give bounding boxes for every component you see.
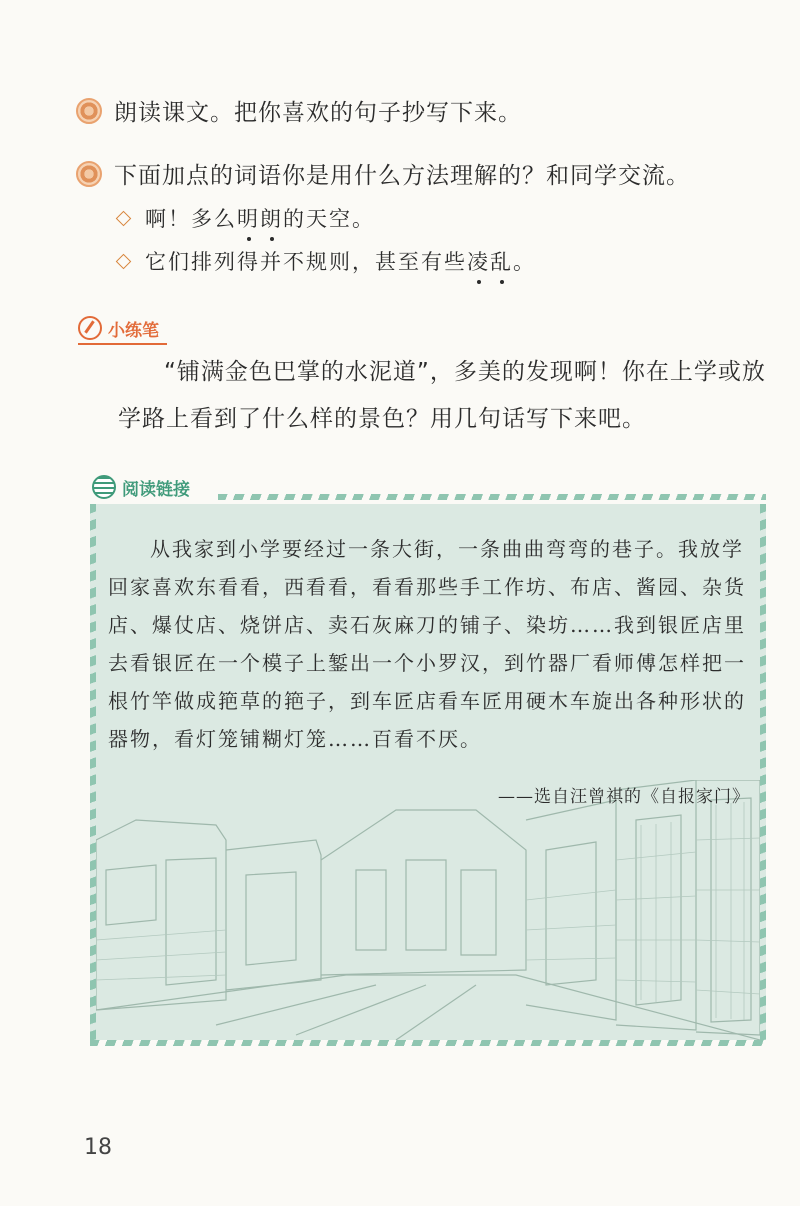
street-illustration	[96, 780, 760, 1040]
question-1-text: 朗读课文。把你喜欢的句子抄写下来。	[114, 100, 522, 126]
question-2-text: 下面加点的词语你是用什么方法理解的？和同学交流。	[114, 163, 690, 189]
page-number: 18	[84, 1135, 112, 1160]
sub-item-2-before: 它们排列得并不规则，甚至有些	[145, 250, 467, 274]
reading-border-bottom	[90, 1040, 766, 1046]
dotted-char: 明	[237, 203, 260, 233]
book-icon	[92, 475, 116, 499]
question-2	[76, 157, 690, 190]
question-badge-icon	[76, 98, 102, 124]
sub-item-2	[118, 246, 536, 276]
question-badge-icon	[76, 161, 102, 187]
reading-paragraph: 从我家到小学要经过一条大街，一条曲曲弯弯的巷子。我放学回家喜欢东看看，西看看，看看那些手工作坊、布店、酱园、杂货店、爆仗店、烧饼店、卖石灰麻刀的铺子、染坊……我到银匠店里去看银匠在一个模子上錾出一个小罗汉，到竹器厂看师傅怎样把一根竹竿做成筢草的筢子，到车匠店看车匠用硬木车旋出各种形状的器物，看灯笼铺糊灯笼……百看不厌。	[108, 537, 746, 751]
dotted-char: 朗	[260, 203, 283, 233]
reading-border-right	[760, 504, 766, 1040]
dotted-char: 凌	[467, 246, 490, 276]
practice-label: 小练笔	[108, 320, 159, 341]
sub-item-1-after: 的天空。	[283, 207, 375, 231]
practice-paragraph: “铺满金色巴掌的水泥道”，多美的发现啊！你在上学或放学路上看到了什么样的景色？用几句话写下来吧。	[118, 359, 766, 432]
sub-item-1-before: 啊！多么	[145, 207, 237, 231]
diamond-bullet-icon	[116, 253, 132, 269]
pen-icon	[78, 316, 102, 340]
sub-item-2-after: 。	[513, 250, 536, 274]
dotted-char: 乱	[490, 246, 513, 276]
reading-source: ——选自汪曾祺的《自报家门》	[498, 787, 750, 807]
reading-border-top	[218, 494, 766, 500]
question-1	[76, 94, 522, 127]
reading-label: 阅读链接	[122, 479, 190, 500]
sub-item-1	[118, 203, 375, 233]
reading-tag	[92, 472, 190, 502]
practice-tag	[78, 313, 167, 345]
diamond-bullet-icon	[116, 210, 132, 226]
